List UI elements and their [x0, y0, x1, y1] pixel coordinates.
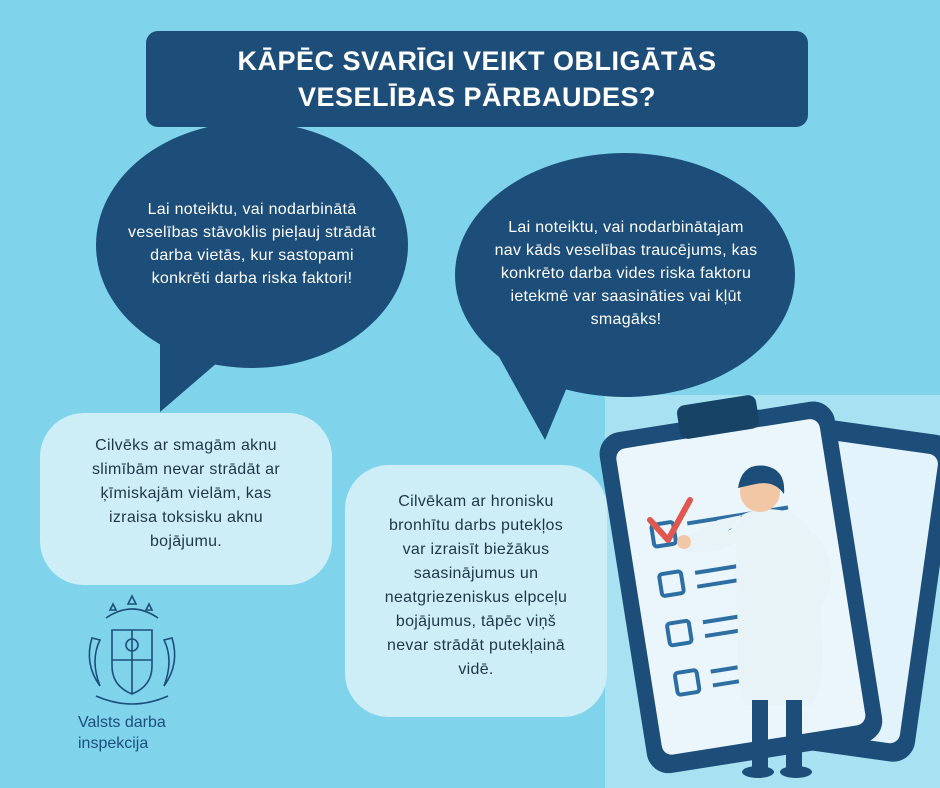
title-banner — [146, 31, 808, 127]
bubble-text-right — [470, 216, 782, 331]
bubble-right-line: nav kāds veselības traucējums, kas — [494, 242, 758, 259]
card-left-line: bojājumu. — [149, 533, 223, 550]
bubble-left-line: konkrēti darba riska faktori! — [151, 270, 353, 287]
bubble-left-line: veselības stāvoklis pieļauj strādāt — [128, 224, 376, 241]
title-line-1: KĀPĒC SVARĪGI VEIKT OBLIGĀTĀS — [237, 46, 717, 76]
doctor-checklist-illustration — [596, 394, 940, 778]
bubble-right-line: ietekmē var saasināties vai kļūt — [510, 288, 742, 305]
bubble-text-left — [100, 198, 404, 290]
card-left-line: Cilvēks ar smagām aknu — [95, 437, 277, 454]
card-left-line: izraisa toksisku aknu — [109, 509, 263, 526]
coat-of-arms-icon — [89, 596, 174, 704]
page-title — [237, 43, 716, 115]
card-right-line: bojājumus, tāpēc viņš — [395, 613, 557, 630]
card-left-line: slimībām nevar strādāt ar — [91, 461, 280, 478]
bubble-right-line: smagāks! — [590, 311, 662, 328]
card-right-line: nevar strādāt putekļainā — [387, 637, 565, 654]
title-line-2: VESELĪBAS PĀRBAUDES? — [297, 82, 657, 112]
org-name-line-1: Valsts darba — [78, 714, 166, 731]
card-right-line: Cilvēkam ar hronisku — [398, 493, 554, 510]
card-right-line: var izraisīt biežākus — [402, 541, 550, 558]
card-left-line: ķīmiskajām vielām, kas — [100, 485, 272, 502]
card-right-line: vidē. — [458, 661, 494, 678]
card-right-line: saasinājumus un — [413, 565, 539, 582]
bubble-right-line: konkrēto darba vides riska faktoru — [500, 265, 752, 282]
info-card-left-text — [40, 434, 332, 554]
card-right-line: neatgriezeniskus elpceļu — [384, 589, 568, 606]
info-card-right-text — [345, 490, 607, 682]
bubble-left-line: Lai noteiktu, vai nodarbinātā — [147, 201, 357, 218]
organization-name — [78, 712, 178, 754]
bubble-right-line: Lai noteiktu, vai nodarbinātajam — [508, 219, 744, 236]
bubble-left-line: darba vietās, kur sastopami — [150, 247, 354, 264]
card-right-line: bronhītu darbs putekļos — [388, 517, 564, 534]
org-name-line-2: inspekcija — [78, 735, 149, 752]
